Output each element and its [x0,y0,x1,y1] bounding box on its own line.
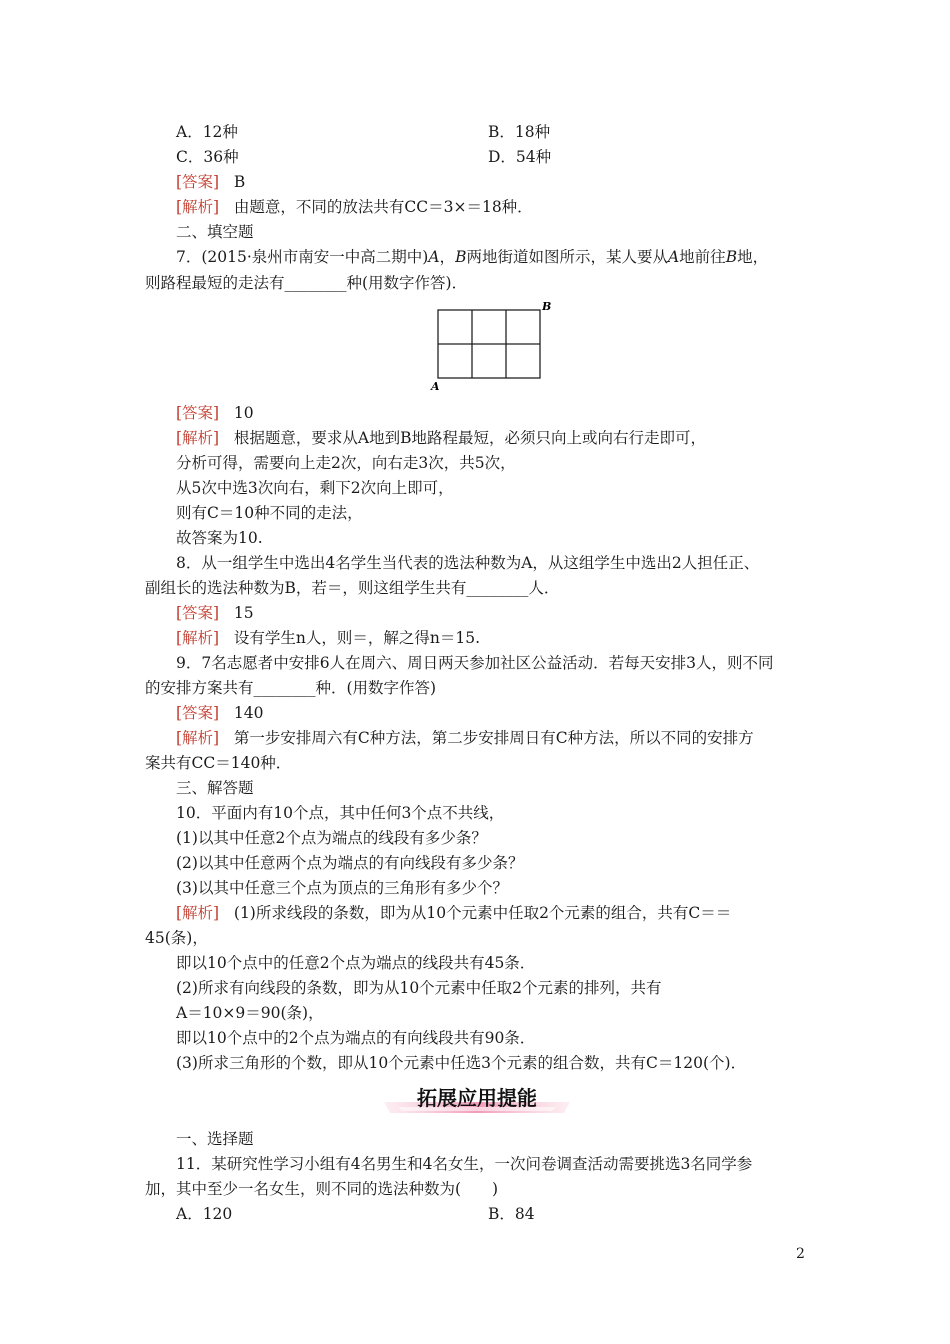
section-banner [378,1080,576,1118]
answer-tag: [答案] [176,704,220,722]
q7-comma: ， [439,248,456,266]
q11-line2: 加，其中至少一名女生，则不同的选法种数为( ) [145,1180,499,1198]
analysis-tag: [解析] [176,198,220,216]
q10-line4: (3)以其中任意三个点为顶点的三角形有多少个？ [176,879,508,897]
q7-source: 7．(2015·泉州市南安一中高二期中) [176,248,429,266]
section-choice-title: 一、选择题 [176,1130,254,1148]
q10-line1: 10．平面内有10个点，其中任何3个点不共线， [176,804,505,822]
q11-option-b: B．84 [488,1205,535,1223]
grid-label-a: A [431,380,440,393]
q6-option-b: B．18种 [488,123,551,141]
answer-tag: [答案] [176,604,220,622]
q10-analysis6: 即以10个点中的2个点为端点的有向线段共有90条． [176,1029,536,1047]
q7-line1 [176,246,768,268]
q7-text2: 地前往 [679,248,726,266]
analysis-tag: [解析] [176,904,220,922]
q10-line2: (1)以其中任意2个点为端点的线段有多少条？ [176,829,487,847]
analysis-tag: [解析] [176,429,220,447]
q7-analysis-line1 [176,427,706,449]
q7-analysis5: 故答案为10. [176,529,263,547]
answer-tag: [答案] [176,173,220,191]
section-solve-title: 三、解答题 [176,779,254,797]
q6-option-a: A．12种 [176,123,238,141]
street-grid-figure [425,298,550,393]
q8-analysis-line [176,627,480,649]
grid-label-b: B [542,300,552,313]
q11-option-a: A．120 [176,1205,233,1223]
q10-analysis7: (3)所求三角形的个数，即从10个元素中任选3个元素的组合数，共有C＝120(个)． [176,1054,747,1072]
q7-analysis3: 从5次中选3次向右，剩下2次向上即可， [176,479,454,497]
q7-answer: 10 [233,404,254,422]
q6-option-c: C．36种 [176,148,239,166]
q6-option-d: D．54种 [488,148,552,166]
q8-analysis: 设有学生n人，则＝，解之得n＝15. [233,629,481,647]
q10-analysis5: A＝10×9＝90(条)， [176,1004,324,1022]
q6-analysis-line [176,196,533,218]
q7-analysis2: 分析可得，需要向上走2次，向右走3次，共5次， [176,454,516,472]
q10-analysis-line1 [176,902,731,924]
q10-analysis2: 45(条)， [145,929,208,947]
q7-text3: 地， [737,248,769,266]
q7-line2: 则路程最短的走法有________种(用数字作答)． [145,274,468,292]
q9-line2: 的安排方案共有________种．(用数字作答) [145,679,437,697]
q9-answer: 140 [233,704,264,722]
section-fill-blank-title: 二、填空题 [176,223,254,241]
q9-analysis-line1 [176,727,754,749]
q7-answer-line [176,402,254,424]
q9-analysis2: 案共有CC＝140种． [145,754,292,772]
q7-analysis1: 根据题意，要求从A地到B地路程最短，必须只向上或向右行走即可， [233,429,706,447]
banner-title: 拓展应用提能 [417,1086,537,1110]
q6-answer: B [233,173,246,191]
q6-analysis: 由题意，不同的放法共有CC＝3×＝18种． [233,198,533,216]
q10-line3: (2)以其中任意两个点为端点的有向线段有多少条？ [176,854,524,872]
q10-analysis3: 即以10个点中的任意2个点为端点的线段共有45条． [176,954,536,972]
q7-analysis4: 则有C＝10种不同的走法， [176,504,363,522]
q8-answer: 15 [233,604,254,622]
q10-analysis4: (2)所求有向线段的条数，即为从10个元素中任取2个元素的排列，共有 [176,979,662,997]
q8-line1: 8．从一组学生中选出4名学生当代表的选法种数为A，从这组学生中选出2人担任正、 [176,554,760,572]
q7-point-b2: B [725,248,738,266]
q7-point-a2: A [667,248,680,266]
analysis-tag: [解析] [176,629,220,647]
q7-point-a: A [428,248,440,266]
q7-text: 两地街道如图所示，某人要从 [466,248,668,266]
q9-analysis1: 第一步安排周六有C种方法，第二步安排周日有C种方法，所以不同的安排方 [233,729,754,747]
analysis-tag: [解析] [176,729,220,747]
q8-answer-line [176,602,254,624]
answer-tag: [答案] [176,404,220,422]
q7-point-b: B [455,248,467,266]
q8-line2: 副组长的选法种数为B，若＝，则这组学生共有________人． [145,579,560,597]
page-number: 2 [796,1246,805,1262]
q10-analysis1: (1)所求线段的条数，即为从10个元素中任取2个元素的组合，共有C＝＝ [233,904,732,922]
q9-line1: 9．7名志愿者中安排6人在周六、周日两天参加社区公益活动．若每天安排3人，则不同 [176,654,774,672]
q11-line1: 11．某研究性学习小组有4名男生和4名女生，一次问卷调查活动需要挑选3名同学参 [176,1155,753,1173]
q9-answer-line [176,702,263,724]
q6-answer-line [176,171,245,193]
